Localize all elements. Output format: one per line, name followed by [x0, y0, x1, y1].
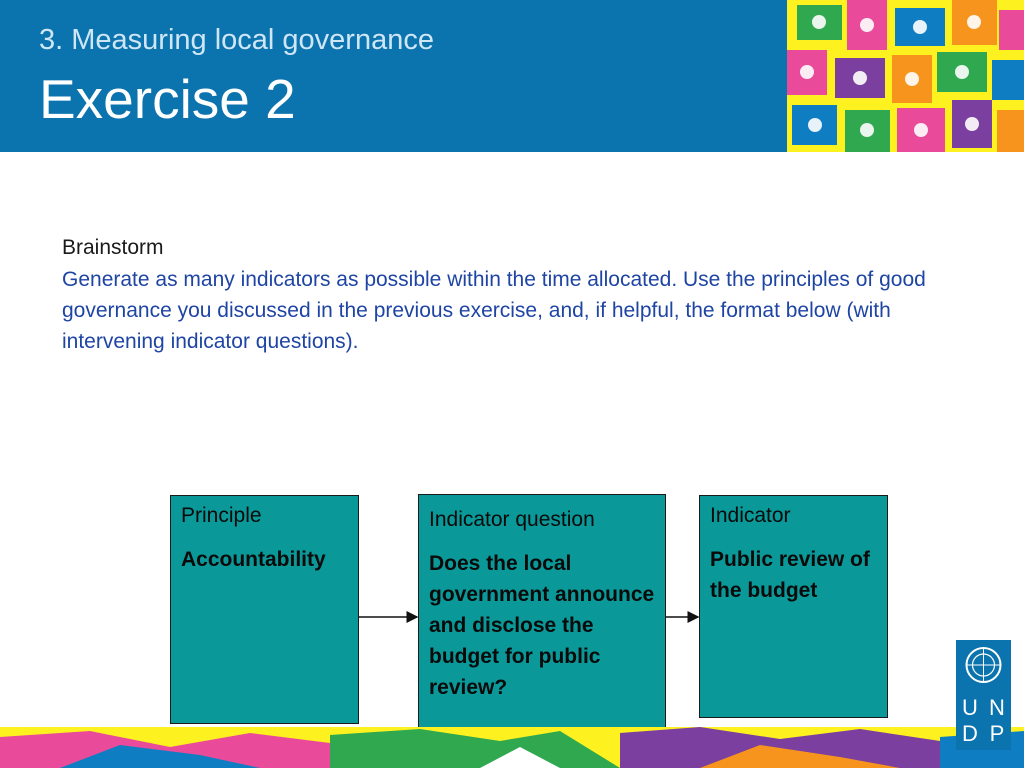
- logo-letter-u: U: [962, 695, 978, 720]
- undp-logo: [956, 640, 1011, 750]
- indicator-question-value: Does the local government announce and disclose the budget for public review?: [429, 552, 655, 699]
- slide-title: Exercise 2: [39, 68, 296, 130]
- indicator-label: Indicator: [710, 504, 791, 527]
- puzzle-hands-graphic: [787, 0, 1024, 152]
- logo-letter-n: N: [989, 695, 1005, 720]
- slide-header: [0, 0, 1024, 152]
- principle-value: Accountability: [181, 548, 326, 571]
- brainstorm-label: Brainstorm: [62, 236, 164, 259]
- indicator-question-label: Indicator question: [429, 508, 595, 531]
- principle-box: [170, 495, 359, 724]
- section-title: 3. Measuring local governance: [39, 24, 434, 56]
- logo-letter-d: D: [962, 721, 978, 746]
- principle-label: Principle: [181, 504, 262, 527]
- un-emblem-icon: [956, 640, 1011, 690]
- indicator-value: Public review of the budget: [710, 548, 870, 602]
- instruction-text: Generate as many indicators as possible within the time allocated. Use the principles of good governance you discussed in the previous exercise, and, if helpful, the format below (with intervening indicator questions).: [62, 268, 926, 353]
- indicator-box: [699, 495, 888, 718]
- colorful-footer-band: [0, 727, 1024, 768]
- logo-letter-p: P: [989, 721, 1005, 746]
- indicator-question-box: [418, 494, 666, 731]
